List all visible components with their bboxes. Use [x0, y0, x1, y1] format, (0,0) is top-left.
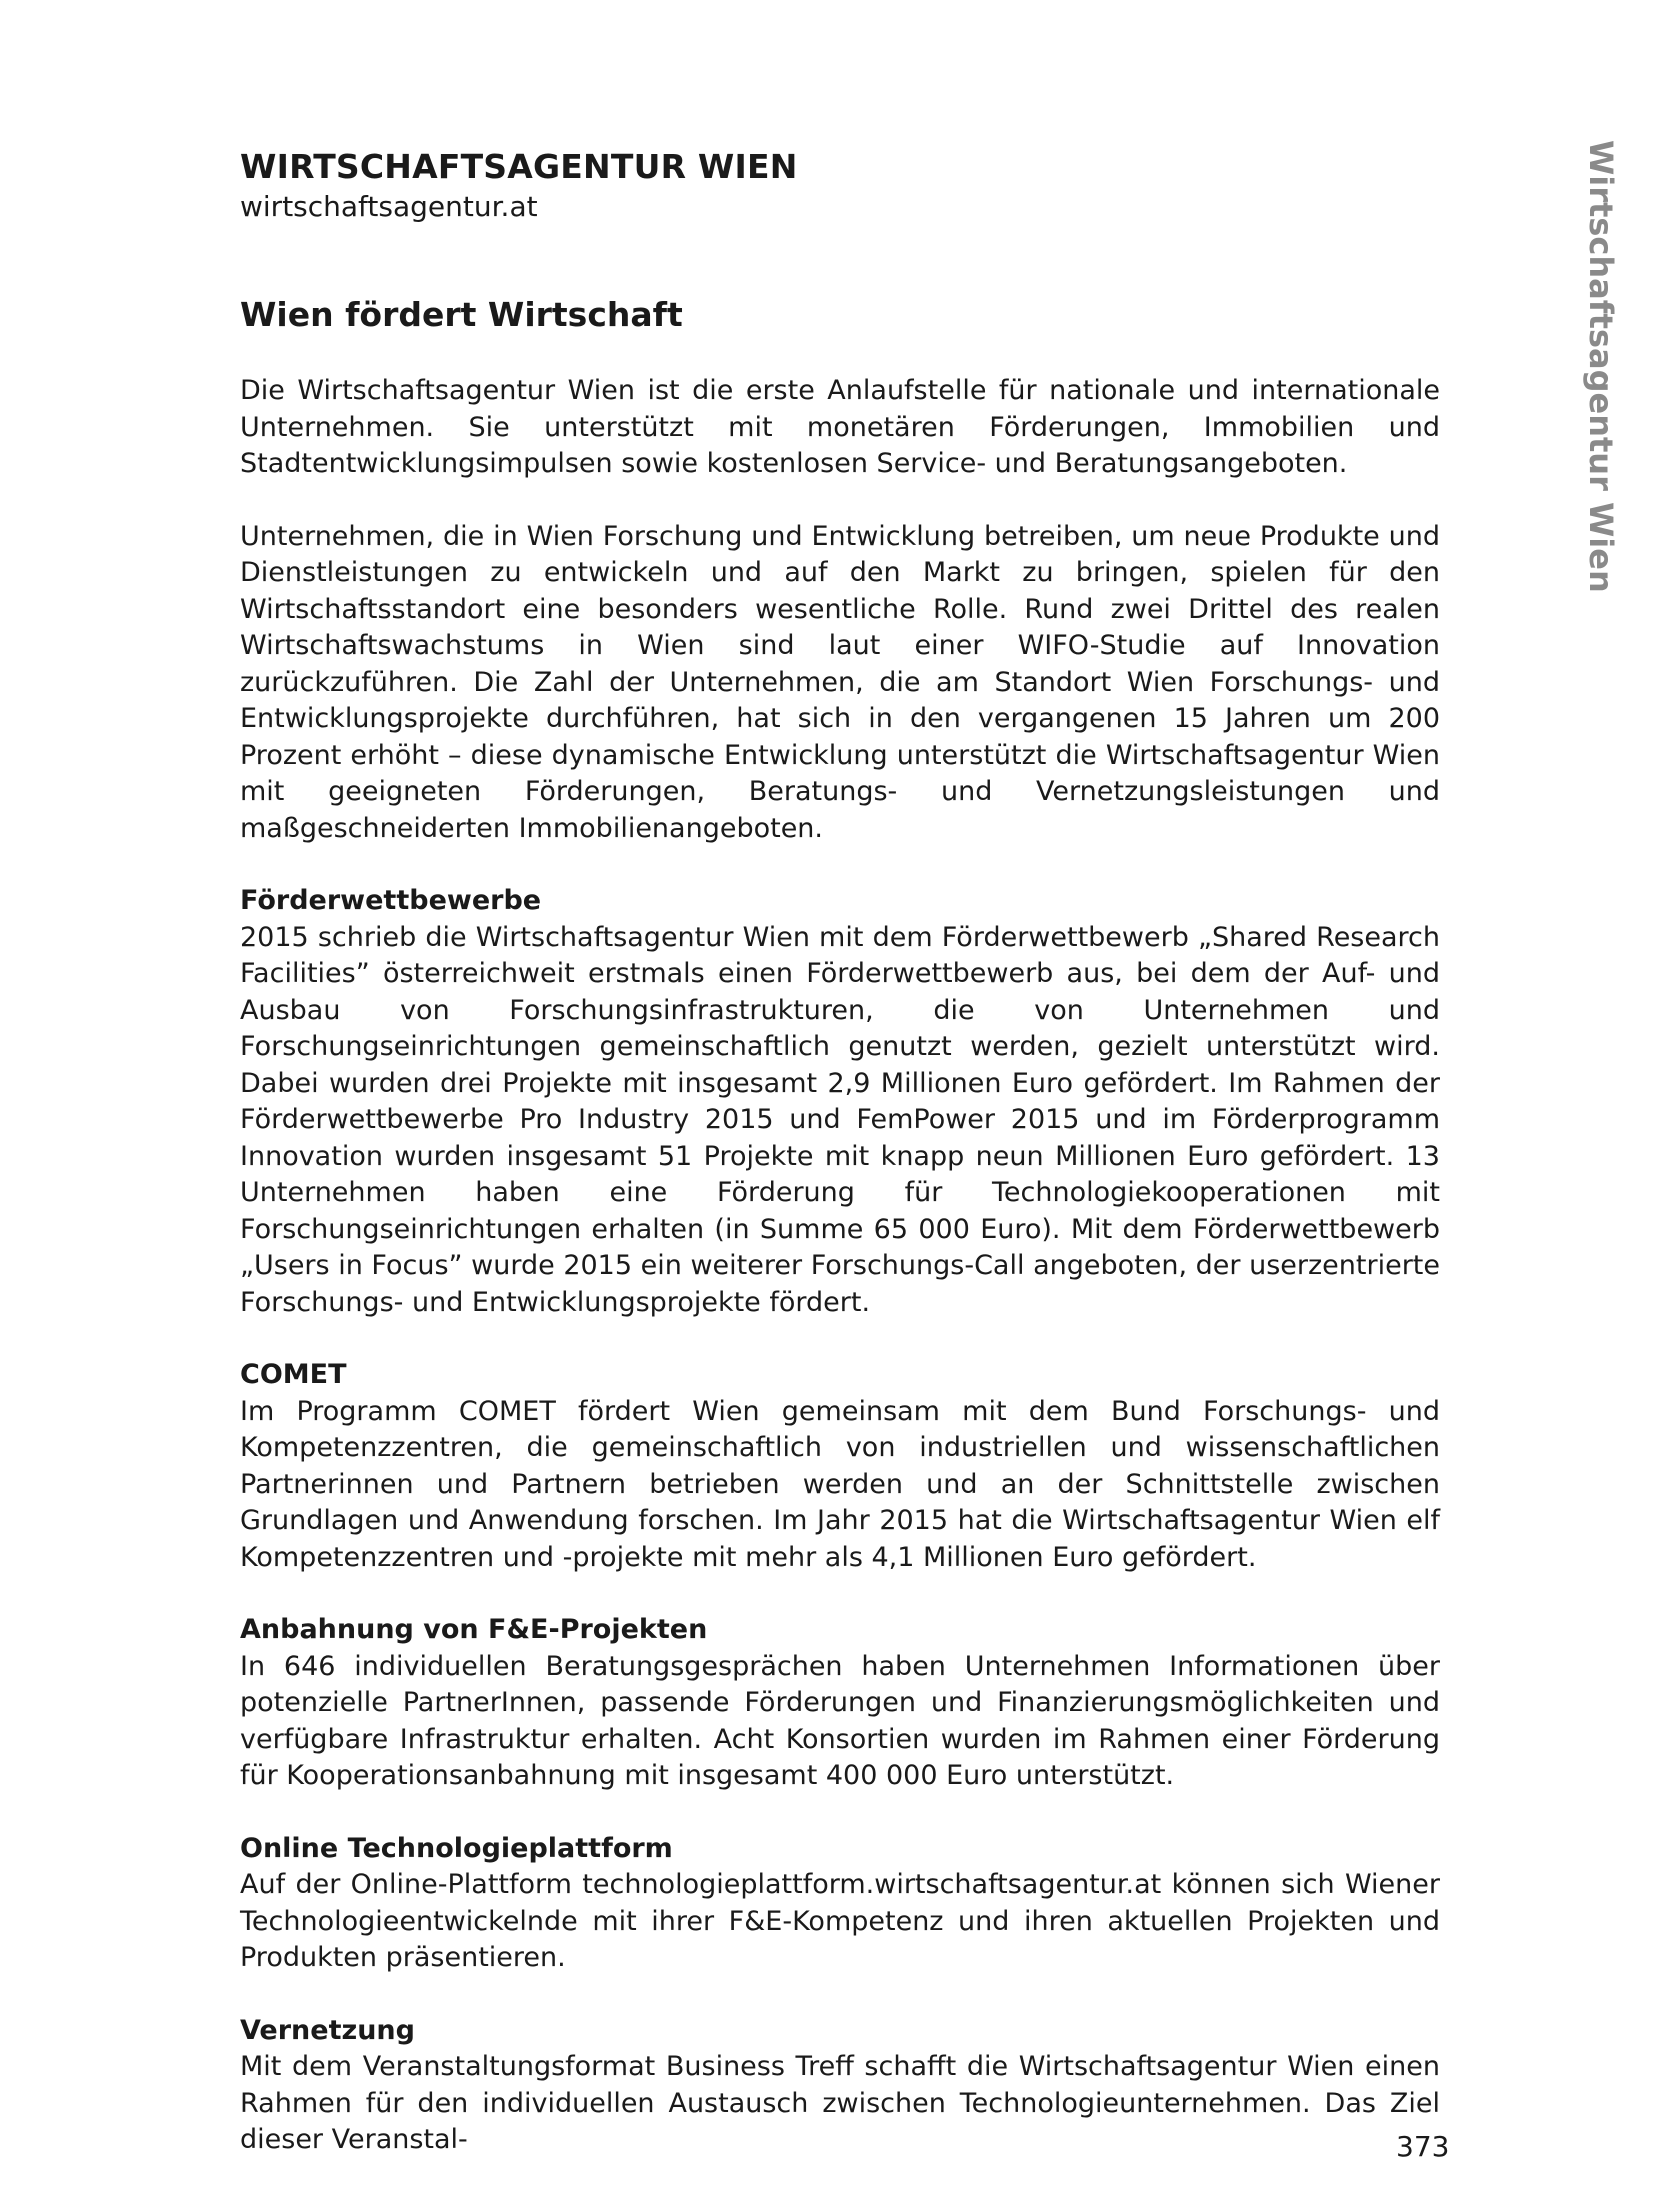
side-running-header: Wirtschaftsagentur Wien [1582, 140, 1620, 593]
section-body: In 646 individuellen Beratungsgesprächen haben Unternehmen Informationen über potenzielle PartnerInnen, passende Förderungen und Finanzierungsmöglichkeiten und verfügbare Infrastruktur erhalten. Acht Konsortien wurden im Rahmen einer Förderung für Kooperationsanbahnung mit insgesamt 400 000 Euro unterstützt. [240, 1650, 1440, 1791]
section-anbahnung [240, 1612, 1440, 1795]
section-comet [240, 1357, 1440, 1576]
section-body: 2015 schrieb die Wirtschaftsagentur Wien mit dem Förderwettbewerb „Shared Research Facilities” österreichweit erstmals einen Förderwettbewerb aus, bei dem der Auf- und Ausbau von Forschungsinfrastrukturen, die von Unternehmen und Forschungseinrichtungen gemeinschaftlich genutzt werden, gezielt unterstützt wird. Dabei wurden drei Projekte mit insgesamt 2,9 Millionen Euro gefördert. Im Rahmen der Förderwettbewerbe Pro Industry 2015 und FemPower 2015 und im Förderprogramm Innovation wurden insgesamt 51 Projekte mit knapp neun Millionen Euro gefördert. 13 Unternehmen haben eine Förderung für Technologiekooperationen mit Forschungseinrichtungen erhalten (in Summe 65 000 Euro). Mit dem Förderwettbewerb „Users in Focus” wurde 2015 ein weiterer Forschungs-Call angeboten, der userzentrierte Forschungs- und Entwicklungsprojekte fördert. [240, 921, 1440, 1318]
section-heading: Förderwettbewerbe [240, 885, 542, 916]
section-online-technologieplattform [240, 1831, 1440, 1977]
section-vernetzung [240, 2013, 1440, 2159]
page-title: Wien fördert Wirtschaft [240, 295, 683, 334]
organization-website: wirtschaftsagentur.at [240, 190, 538, 223]
section-heading: Online Technologieplattform [240, 1832, 673, 1864]
organization-name: WIRTSCHAFTSAGENTUR WIEN [240, 147, 798, 186]
research-paragraph: Unternehmen, die in Wien Forschung und Entwicklung betreiben, um neue Produkte und Dienstleistungen zu entwickeln und auf den Markt zu bringen, spielen für den Wirtschaftsstandort eine besonders wesentliche Rolle. Rund zwei Drittel des realen Wirtschaftswachstums in Wien sind laut einer WIFO-Studie auf Innovation zurückzuführen. Die Zahl der Unternehmen, die am Standort Wien Forschungs- und Entwicklungsprojekte durchführen, hat sich in den vergangenen 15 Jahren um 200 Prozent erhöht – diese dynamische Entwicklung unterstützt die Wirtschaftsagentur Wien mit geeigneten Förderungen, Beratungs- und Vernetzungsleistungen und maßgeschneiderten Immobilienangeboten. [240, 520, 1440, 844]
main-text [240, 373, 1440, 2195]
section-foerderwettbewerbe [240, 883, 1440, 1321]
intro-paragraph: Die Wirtschaftsagentur Wien ist die erste Anlaufstelle für nationale und internationale Unternehmen. Sie unterstützt mit monetären Förderungen, Immobilien und Stadtentwicklungsimpulsen sowie kostenlosen Service- und Beratungsangeboten. [240, 375, 1440, 479]
section-body: Mit dem Veranstaltungsformat Business Treff schafft die Wirtschaftsagentur Wien einen Rahmen für den individuellen Austausch zwischen Technologieunternehmen. Das Ziel dieser Veranstal- [240, 2051, 1440, 2155]
section-heading: Anbahnung von F&E-Projekten [240, 1614, 708, 1645]
section-body: Auf der Online-Plattform technologieplattform.wirtschaftsagentur.at können sich Wiener Technologieentwickelnde mit ihrer F&E-Kompetenz und ihren aktuellen Projekten und Produkten präsentieren. [240, 1869, 1440, 1973]
page-number: 373 [1396, 2130, 1450, 2163]
section-heading: Vernetzung [240, 2014, 415, 2046]
section-body: Im Programm COMET fördert Wien gemeinsam mit dem Bund Forschungs- und Kompetenzzentren, die gemeinschaftlich von industriellen und wissenschaftlichen Partnerinnen und Partnern betrieben werden und an der Schnittstelle zwischen Grundlagen und Anwendung forschen. Im Jahr 2015 hat die Wirtschaftsagentur Wien elf Kompetenzzentren und -projekte mit mehr als 4,1 Millionen Euro gefördert. [240, 1395, 1440, 1573]
section-heading: COMET [240, 1359, 347, 1390]
